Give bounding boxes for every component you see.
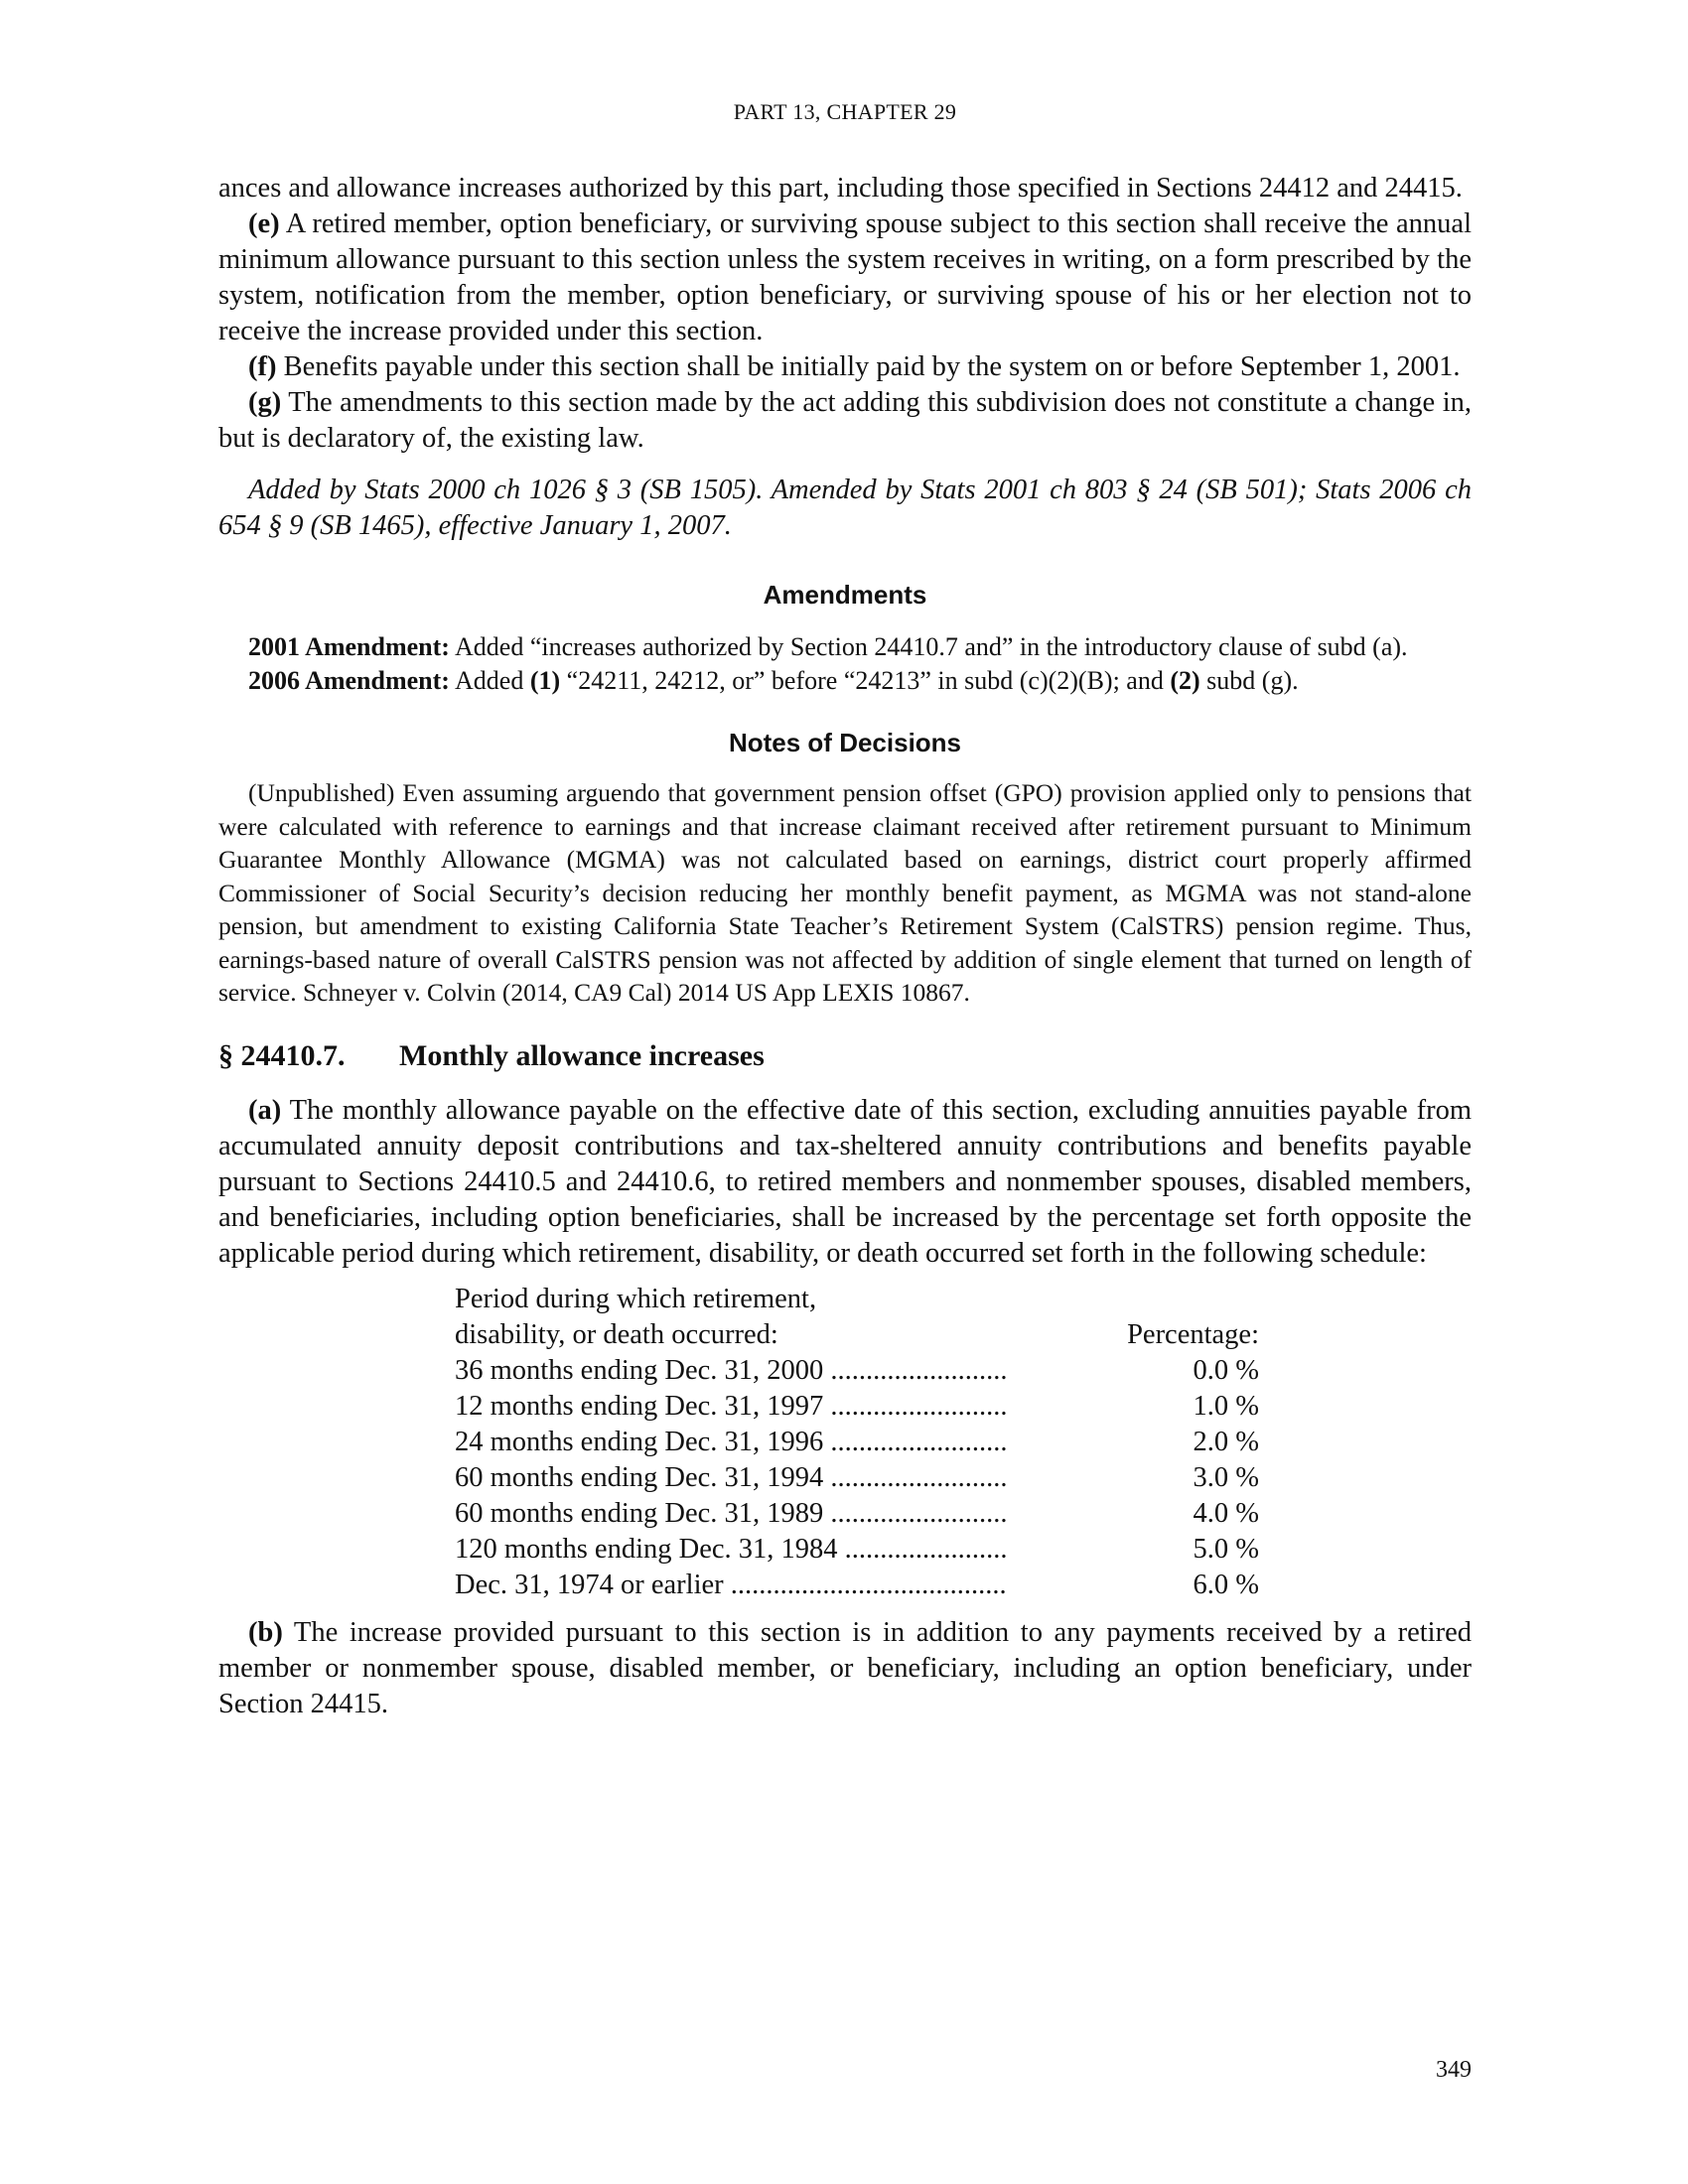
amendment-2001-text: Added “increases authorized by Section 24410.7 and” in the introductory clause of subd (a).	[449, 632, 1408, 661]
subdivision-g	[218, 385, 1472, 457]
section-subdivision-b	[218, 1615, 1472, 1722]
section-title: Monthly allowance increases	[399, 1038, 765, 1072]
schedule-percentage: 1.0 %	[1193, 1390, 1259, 1422]
schedule-leader: .........................	[830, 1461, 1008, 1493]
decision-note: (Unpublished) Even assuming arguendo that government pension offset (GPO) provision applied only to pensions that were calculated with reference to earnings and that increase claimant received after retirement pursuant to Minimum Guarantee Monthly Allowance (MGMA) was not calculated based on earnings, district court properly affirmed Commissioner of Social Security’s decision reducing her monthly benefit payment, as MGMA was not stand-alone pension, but amendment to existing California State Teacher’s Retirement System (CalSTRS) pension regime. Thus, earnings-based nature of overall CalSTRS pension was not affected by addition of single element that turned on length of service. Schneyer v. Colvin (2014, CA9 Cal) 2014 US App LEXIS 10867.	[218, 778, 1472, 1007]
schedule-header-period-line-2: disability, or death occurred:	[455, 1318, 778, 1350]
schedule-percentage: 4.0 %	[1193, 1497, 1259, 1529]
amendment-2001	[218, 630, 1472, 664]
schedule-percentage: 6.0 %	[1193, 1569, 1259, 1600]
subdivision-f-text: Benefits payable under this section shall be initially paid by the system on or before September 1, 2001.	[276, 351, 1461, 382]
amendment-2006-text-1: Added	[449, 666, 530, 695]
amendment-2001-label: 2001 Amendment:	[248, 632, 450, 661]
section-number: § 24410.7.	[218, 1038, 346, 1072]
amendment-2006-item-2: (2)	[1170, 666, 1200, 695]
schedule-row	[455, 1532, 1259, 1568]
schedule-leader: .........................	[830, 1390, 1008, 1422]
history-note: Added by Stats 2000 ch 1026 § 3 (SB 1505). Amended by Stats 2001 ch 803 § 24 (SB 501); Stats 2006 ch 654 § 9 (SB 1465), effective January 1, 2007.	[218, 475, 1472, 541]
schedule-period: 24 months ending Dec. 31, 1996	[455, 1426, 831, 1457]
schedule-percentage: 0.0 %	[1193, 1354, 1259, 1386]
schedule-header-row-2	[455, 1317, 1259, 1353]
amendment-2006-label: 2006 Amendment:	[248, 666, 450, 695]
section-subdivision-a-text: The monthly allowance payable on the effective date of this section, excluding annuities payable from accumulated annuity deposit contributions and tax-sheltered annuity contributions and benefits payable pursuant to Sections 24410.5 and 24410.6, to retired members and nonmember spouses, disabled members, and beneficiaries, including option beneficiaries, shall be increased by the percentage set forth opposite the applicable period during which retirement, disability, or death occurred set forth in the following schedule:	[218, 1094, 1472, 1269]
percentage-schedule	[455, 1282, 1259, 1603]
document-page	[218, 0, 1472, 2184]
section-heading	[218, 1039, 1472, 1073]
subdivision-e-text: A retired member, option beneficiary, or surviving spouse subject to this section shall receive the annual minimum allowance pursuant to this section unless the system receives in writing, on a form prescribed by the system, notification from the member, option beneficiary, or surviving spouse of his or her election not to receive the increase provided under this section.	[218, 208, 1472, 346]
schedule-percentage: 2.0 %	[1193, 1426, 1259, 1457]
schedule-row	[455, 1568, 1259, 1603]
schedule-header-row-1	[455, 1282, 1259, 1317]
amendment-2006-item-1: (1)	[529, 666, 561, 695]
schedule-leader: .......................	[844, 1533, 1008, 1565]
schedule-percentage: 3.0 %	[1193, 1461, 1259, 1493]
schedule-period: 12 months ending Dec. 31, 1997	[455, 1390, 831, 1422]
page-number: 349	[1436, 2057, 1472, 2083]
schedule-leader: .........................	[830, 1497, 1008, 1529]
amendment-2006-text-2: “24211, 24212, or” before “24213” in subd (c)(2)(B); and	[560, 666, 1171, 695]
body-block	[218, 171, 1472, 1722]
schedule-period: Dec. 31, 1974 or earlier	[455, 1569, 731, 1600]
amendments-heading: Amendments	[763, 580, 927, 610]
schedule-leader: .........................	[830, 1354, 1008, 1386]
schedule-period: 120 months ending Dec. 31, 1984	[455, 1533, 845, 1565]
subdivision-e-label: (e)	[248, 208, 280, 239]
subdivision-f-label: (f)	[248, 351, 277, 382]
section-subdivision-a-label: (a)	[248, 1094, 282, 1126]
subdivision-g-text: The amendments to this section made by the act adding this subdivision does not constitute a change in, but is declaratory of, the existing law.	[218, 387, 1472, 454]
schedule-row	[455, 1425, 1259, 1460]
running-head: PART 13, CHAPTER 29	[733, 99, 957, 124]
schedule-leader: .........................	[830, 1426, 1008, 1457]
schedule-period: 36 months ending Dec. 31, 2000	[455, 1354, 831, 1386]
schedule-row	[455, 1496, 1259, 1532]
schedule-leader: .......................................	[730, 1569, 1007, 1600]
subdivision-f	[218, 349, 1472, 385]
continued-paragraph: ances and allowance increases authorized by this part, including those specified in Sections 24412 and 24415.	[218, 173, 1463, 204]
schedule-row	[455, 1353, 1259, 1389]
schedule-header-percentage: Percentage:	[1127, 1318, 1259, 1350]
subdivision-e	[218, 206, 1472, 349]
notes-of-decisions-heading: Notes of Decisions	[728, 728, 962, 757]
section-subdivision-b-text: The increase provided pursuant to this section is in addition to any payments received by a retired member or nonmember spouse, disabled member, or beneficiary, including an option beneficiary, under Section 24415.	[218, 1616, 1472, 1719]
section-subdivision-b-label: (b)	[248, 1616, 283, 1648]
amendment-2006	[218, 664, 1472, 698]
schedule-row	[455, 1389, 1259, 1425]
schedule-period: 60 months ending Dec. 31, 1994	[455, 1461, 831, 1493]
schedule-row	[455, 1460, 1259, 1496]
schedule-period: 60 months ending Dec. 31, 1989	[455, 1497, 831, 1529]
amendment-2006-text-3: subd (g).	[1199, 666, 1299, 695]
schedule-header-period-line-1: Period during which retirement,	[455, 1283, 817, 1314]
schedule-percentage: 5.0 %	[1193, 1533, 1259, 1565]
subdivision-g-label: (g)	[248, 387, 282, 418]
section-subdivision-a	[218, 1093, 1472, 1272]
